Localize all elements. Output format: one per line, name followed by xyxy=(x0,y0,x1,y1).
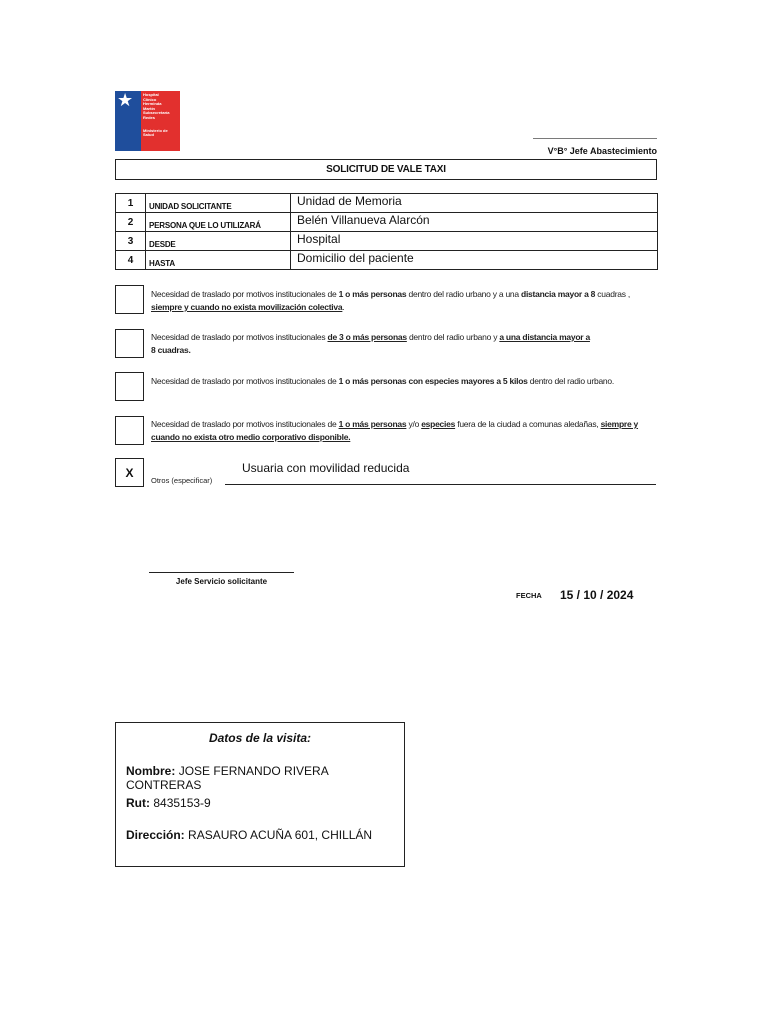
table-row xyxy=(116,232,658,251)
other-underline xyxy=(225,484,656,485)
logo-text-block xyxy=(141,91,180,151)
field-value-hasta[interactable]: Domicilio del paciente xyxy=(291,251,658,270)
row-number: 4 xyxy=(116,251,146,270)
logo-line: Subsecretaría xyxy=(143,110,170,116)
other-checkbox[interactable]: X xyxy=(115,458,144,487)
table-row xyxy=(116,194,658,213)
logo-emblem xyxy=(115,91,141,151)
row-number: 3 xyxy=(116,232,146,251)
row-number: 1 xyxy=(116,194,146,213)
option-4-text: Necesidad de traslado por motivos institucionales de 1 o más personas y/o especies fuera de la ciudad a comunas aledañas, siempre y cuando no exista otro medio corporativo disponible. xyxy=(151,419,639,442)
approval-signature-line xyxy=(533,138,657,139)
logo-line: Martín xyxy=(143,105,155,111)
logo-line: Hospital xyxy=(143,92,159,97)
date-value[interactable]: 15 / 10 / 2024 xyxy=(560,588,634,602)
option-1-text: Necesidad de traslado por motivos institucionales de 1 o más personas dentro del radio urbano y a una distancia mayor a 8 cuadras , siempre y cuando no exista movilización colectiva. xyxy=(151,289,630,312)
logo-line: Herminda xyxy=(143,101,162,107)
visit-name-label: Nombre: xyxy=(126,764,176,778)
other-value[interactable]: Usuaria con movilidad reducida xyxy=(242,461,410,475)
signature-line xyxy=(149,572,294,573)
visit-name-row xyxy=(126,764,404,792)
visit-title: Datos de la visita: xyxy=(208,731,312,745)
form-title: SOLICITUD DE VALE TAXI xyxy=(115,159,657,180)
visit-address-value: RASAURO ACUÑA 601, CHILLÁN xyxy=(188,828,373,842)
visit-rut-label: Rut: xyxy=(126,796,150,810)
hospital-logo xyxy=(115,91,180,151)
other-label: Otros (especificar) xyxy=(151,476,213,485)
option-3-checkbox[interactable] xyxy=(115,372,144,401)
visit-details-box xyxy=(115,722,405,867)
visit-rut-value: 8435153-9 xyxy=(153,796,211,810)
logo-line: Redes xyxy=(143,114,156,120)
star-icon: ★ xyxy=(117,90,134,110)
table-row xyxy=(116,213,658,232)
option-3-text: Necesidad de traslado por motivos institucionales de 1 o más personas con especies mayores a 5 kilos dentro del radio urbano. xyxy=(151,376,614,386)
logo-line: Ministerio de xyxy=(143,127,168,133)
field-value-desde[interactable]: Hospital xyxy=(291,232,658,251)
field-label: UNIDAD SOLICITANTE xyxy=(146,194,291,213)
option-4-checkbox[interactable] xyxy=(115,416,144,445)
row-number: 2 xyxy=(116,213,146,232)
date-label: FECHA xyxy=(516,591,542,600)
logo-line: Salud xyxy=(143,132,154,138)
option-2-checkbox[interactable] xyxy=(115,329,144,358)
field-value-unidad[interactable]: Unidad de Memoria xyxy=(291,194,658,213)
visit-rut-row xyxy=(126,796,211,810)
signature-label: Jefe Servicio solicitante xyxy=(175,577,268,586)
request-fields-table xyxy=(115,193,658,270)
table-row xyxy=(116,251,658,270)
logo-line: Clínico xyxy=(143,96,157,102)
field-value-persona[interactable]: Belén Villanueva Alarcón xyxy=(291,213,658,232)
option-1-checkbox[interactable] xyxy=(115,285,144,314)
field-label: PERSONA QUE LO UTILIZARÁ xyxy=(146,213,291,232)
field-label: DESDE xyxy=(146,232,291,251)
visit-address-row xyxy=(126,828,372,842)
visit-address-label: Dirección: xyxy=(126,828,185,842)
visit-name-value: JOSE FERNANDO RIVERA CONTRERAS xyxy=(126,764,329,792)
field-label: HASTA xyxy=(146,251,291,270)
option-2-text: Necesidad de traslado por motivos institucionales de 3 o más personas dentro del radio urbano y a una distancia mayor a 8 cuadras. xyxy=(151,332,590,355)
approval-label: V°B° Jefe Abastecimiento xyxy=(547,146,657,156)
